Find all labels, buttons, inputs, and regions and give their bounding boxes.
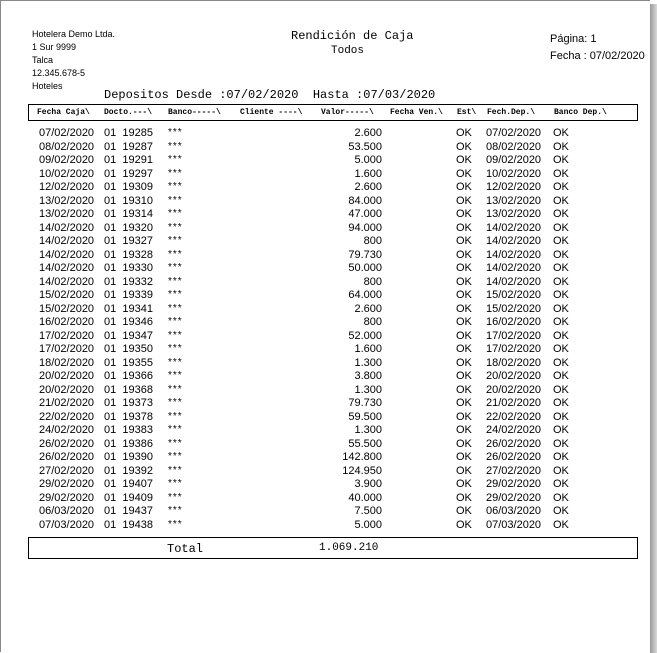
row-fecha-caja: 07/03/2020 (39, 518, 95, 531)
company-address: 1 Sur 9999 (32, 42, 77, 52)
row-docto: 01 19327 (104, 235, 153, 247)
row-fech-dep: 24/02/2020 (486, 424, 542, 436)
date-range: Depositos Desde :07/02/2020 Hasta :07/03/2020 (104, 88, 436, 102)
row-est: OK (456, 491, 472, 504)
row-docto: 01 19373 (104, 397, 153, 409)
row-banco-dep: OK (553, 208, 569, 220)
row-docto: 01 19368 (104, 383, 153, 396)
row-est: OK (456, 262, 472, 274)
row-fech-dep: 09/02/2020 (486, 154, 542, 166)
table-row (1, 235, 651, 249)
company-rut: 12.345.678-5 (32, 68, 86, 78)
row-docto: 01 19350 (104, 343, 153, 355)
row-fech-dep: 13/02/2020 (486, 208, 542, 220)
row-banco: *** (168, 437, 183, 449)
row-banco: *** (168, 167, 183, 179)
page-number: Página: 1 (550, 33, 597, 45)
row-docto: 01 19378 (104, 410, 153, 423)
row-docto: 01 19287 (104, 140, 153, 153)
row-fecha-caja: 09/02/2020 (39, 154, 95, 166)
row-fech-dep: 26/02/2020 (486, 451, 542, 463)
row-valor: 53.500 (348, 140, 382, 153)
report-date: Fecha : 07/02/2020 (550, 50, 645, 62)
row-banco-dep: OK (553, 505, 569, 517)
row-banco-dep: OK (553, 437, 569, 450)
row-est: OK (456, 167, 472, 180)
total-label: Total (167, 542, 204, 556)
row-fech-dep: 15/02/2020 (486, 289, 542, 301)
row-fech-dep: 27/02/2020 (486, 464, 542, 477)
row-est: OK (456, 275, 472, 288)
row-banco: *** (168, 356, 183, 368)
row-est: OK (456, 464, 472, 477)
table-row (1, 262, 651, 276)
row-fecha-caja: 15/02/2020 (39, 302, 95, 315)
row-banco-dep: OK (553, 127, 569, 139)
row-fech-dep: 16/02/2020 (486, 316, 542, 328)
table-row (1, 195, 651, 209)
row-docto: 01 19291 (104, 154, 153, 166)
row-banco: *** (168, 127, 183, 138)
row-fecha-caja: 14/02/2020 (39, 221, 95, 234)
row-valor: 52.000 (348, 329, 382, 342)
row-est: OK (456, 356, 472, 369)
row-docto: 01 19339 (104, 289, 153, 301)
row-fech-dep: 06/03/2020 (486, 505, 542, 517)
row-banco-dep: OK (553, 154, 569, 166)
row-valor: 40.000 (348, 491, 382, 504)
row-valor: 94.000 (348, 221, 382, 234)
row-est: OK (456, 343, 472, 355)
table-row (1, 465, 651, 479)
row-fech-dep: 29/02/2020 (486, 478, 542, 490)
row-valor: 800 (363, 275, 382, 288)
row-est: OK (456, 329, 472, 342)
row-docto: 01 19355 (104, 356, 153, 369)
row-fecha-caja: 24/02/2020 (39, 424, 95, 436)
row-fecha-caja: 14/02/2020 (39, 275, 95, 288)
row-banco-dep: OK (553, 518, 569, 531)
company-info (32, 28, 115, 93)
row-fech-dep: 14/02/2020 (486, 248, 542, 261)
row-docto: 01 19409 (104, 491, 153, 504)
row-fecha-caja: 26/02/2020 (39, 451, 95, 463)
row-valor: 5.000 (354, 154, 382, 166)
row-est: OK (456, 140, 472, 153)
row-docto: 01 19314 (104, 208, 153, 220)
row-valor: 50.000 (348, 262, 382, 274)
row-banco: *** (168, 478, 183, 489)
row-valor: 84.000 (348, 194, 382, 207)
row-banco: *** (168, 208, 183, 219)
row-est: OK (456, 248, 472, 261)
row-est: OK (456, 383, 472, 396)
row-fech-dep: 17/02/2020 (486, 343, 542, 355)
row-fecha-caja: 14/02/2020 (39, 248, 95, 261)
row-valor: 3.800 (354, 370, 382, 382)
row-fech-dep: 13/02/2020 (486, 194, 542, 207)
row-valor: 800 (363, 235, 382, 247)
table-row (1, 303, 651, 317)
row-valor: 5.000 (354, 518, 382, 531)
table-row (1, 424, 651, 438)
row-banco-dep: OK (553, 464, 569, 477)
row-est: OK (456, 221, 472, 234)
col-fech-dep: Fech.Dep.\ (487, 108, 536, 117)
row-docto: 01 19330 (104, 262, 153, 274)
row-banco-dep: OK (553, 302, 569, 315)
table-row (1, 438, 651, 452)
row-banco: *** (168, 248, 183, 260)
row-fech-dep: 10/02/2020 (486, 167, 542, 180)
row-banco-dep: OK (553, 262, 569, 274)
row-fecha-caja: 08/02/2020 (39, 140, 95, 153)
row-banco: *** (168, 464, 183, 476)
row-est: OK (456, 437, 472, 450)
row-banco: *** (168, 316, 183, 327)
row-fecha-caja: 16/02/2020 (39, 316, 95, 328)
row-banco-dep: OK (553, 221, 569, 234)
row-banco-dep: OK (553, 316, 569, 328)
row-fech-dep: 20/02/2020 (486, 383, 542, 396)
row-valor: 59.500 (348, 410, 382, 423)
row-fech-dep: 29/02/2020 (486, 491, 542, 504)
row-docto: 01 19297 (104, 167, 153, 180)
row-fech-dep: 22/02/2020 (486, 410, 542, 423)
row-banco: *** (168, 221, 183, 233)
report-subtitle: Todos (331, 45, 365, 57)
page-shadow (650, 4, 657, 653)
row-banco: *** (168, 194, 183, 206)
row-docto: 01 19346 (104, 316, 153, 328)
row-banco-dep: OK (553, 491, 569, 504)
row-banco: *** (168, 329, 183, 341)
col-est: Est\ (457, 108, 477, 117)
row-banco-dep: OK (553, 383, 569, 396)
row-fech-dep: 18/02/2020 (486, 356, 542, 369)
row-est: OK (456, 505, 472, 517)
row-docto: 01 19320 (104, 221, 153, 234)
row-est: OK (456, 181, 472, 193)
table-row (1, 505, 651, 519)
row-fech-dep: 20/02/2020 (486, 370, 542, 382)
row-valor: 2.600 (354, 181, 382, 193)
table-row (1, 384, 651, 398)
row-banco: *** (168, 491, 183, 503)
row-fecha-caja: 07/02/2020 (39, 127, 95, 139)
table-row (1, 127, 651, 141)
row-est: OK (456, 451, 472, 463)
row-fech-dep: 14/02/2020 (486, 262, 542, 274)
row-est: OK (456, 289, 472, 301)
row-valor: 800 (363, 316, 382, 328)
row-banco-dep: OK (553, 235, 569, 247)
row-valor: 79.730 (348, 248, 382, 261)
table-row (1, 168, 651, 182)
table-row (1, 208, 651, 222)
row-fecha-caja: 18/02/2020 (39, 356, 95, 369)
table-row (1, 154, 651, 168)
row-est: OK (456, 127, 472, 139)
report-title: Rendición de Caja (291, 29, 414, 43)
row-fecha-caja: 06/03/2020 (39, 505, 95, 517)
row-banco-dep: OK (553, 370, 569, 382)
row-banco-dep: OK (553, 167, 569, 180)
row-fech-dep: 14/02/2020 (486, 221, 542, 234)
row-banco: *** (168, 289, 183, 300)
row-fecha-caja: 15/02/2020 (39, 289, 95, 301)
row-fech-dep: 07/02/2020 (486, 127, 542, 139)
row-fecha-caja: 22/02/2020 (39, 410, 95, 423)
row-banco: *** (168, 275, 183, 287)
table-row (1, 519, 651, 533)
row-banco-dep: OK (553, 194, 569, 207)
row-est: OK (456, 410, 472, 423)
row-est: OK (456, 235, 472, 247)
col-banco: Banco-----\ (168, 108, 221, 117)
row-banco-dep: OK (553, 329, 569, 342)
row-docto: 01 19392 (104, 464, 153, 477)
table-row (1, 222, 651, 236)
row-banco: *** (168, 140, 183, 152)
row-est: OK (456, 154, 472, 166)
row-valor: 124.950 (342, 464, 382, 477)
row-est: OK (456, 478, 472, 490)
col-fecha-ven: Fecha Ven.\ (390, 108, 443, 117)
row-valor: 1.600 (354, 167, 382, 180)
row-valor: 47.000 (348, 208, 382, 220)
row-fecha-caja: 14/02/2020 (39, 262, 95, 274)
row-est: OK (456, 194, 472, 207)
row-banco-dep: OK (553, 397, 569, 409)
row-valor: 7.500 (354, 505, 382, 517)
row-banco: *** (168, 343, 183, 354)
table-row (1, 478, 651, 492)
row-banco: *** (168, 154, 183, 165)
row-banco: *** (168, 383, 183, 395)
row-banco: *** (168, 397, 183, 408)
row-fech-dep: 07/03/2020 (486, 518, 542, 531)
row-docto: 01 19332 (104, 275, 153, 288)
table-row (1, 411, 651, 425)
row-banco-dep: OK (553, 343, 569, 355)
row-est: OK (456, 302, 472, 315)
company-city: Talca (32, 55, 54, 65)
table-row (1, 397, 651, 411)
row-docto: 01 19285 (104, 127, 153, 139)
table-row (1, 276, 651, 290)
row-fecha-caja: 14/02/2020 (39, 235, 95, 247)
row-banco-dep: OK (553, 289, 569, 301)
row-fecha-caja: 27/02/2020 (39, 464, 95, 477)
row-banco: *** (168, 370, 183, 381)
col-valor: Valor-----\ (321, 108, 374, 117)
col-fecha-caja: Fecha Caja\ (37, 108, 90, 117)
row-fecha-caja: 20/02/2020 (39, 370, 95, 382)
row-banco: *** (168, 424, 183, 435)
row-est: OK (456, 316, 472, 328)
row-fech-dep: 12/02/2020 (486, 181, 542, 193)
table-row (1, 316, 651, 330)
row-est: OK (456, 397, 472, 409)
row-fecha-caja: 26/02/2020 (39, 437, 95, 450)
row-banco: *** (168, 505, 183, 516)
col-cliente: Cliente ----\ (240, 108, 303, 117)
row-valor: 1.600 (354, 343, 382, 355)
row-banco-dep: OK (553, 424, 569, 436)
total-value: 1.069.210 (319, 542, 379, 554)
table-row (1, 343, 651, 357)
row-valor: 1.300 (354, 383, 382, 396)
col-docto: Docto.---\ (104, 108, 153, 117)
row-banco: *** (168, 410, 183, 422)
table-row (1, 141, 651, 155)
table-row (1, 330, 651, 344)
row-fecha-caja: 10/02/2020 (39, 167, 95, 180)
row-valor: 64.000 (348, 289, 382, 301)
row-fecha-caja: 20/02/2020 (39, 383, 95, 396)
row-banco-dep: OK (553, 356, 569, 369)
row-valor: 55.500 (348, 437, 382, 450)
row-docto: 01 19366 (104, 370, 153, 382)
table-row (1, 289, 651, 303)
row-banco-dep: OK (553, 275, 569, 288)
row-banco-dep: OK (553, 140, 569, 153)
row-banco-dep: OK (553, 478, 569, 490)
row-docto: 01 19347 (104, 329, 153, 342)
row-banco: *** (168, 302, 183, 314)
row-fech-dep: 14/02/2020 (486, 235, 542, 247)
row-banco-dep: OK (553, 181, 569, 193)
row-docto: 01 19383 (104, 424, 153, 436)
row-fech-dep: 15/02/2020 (486, 302, 542, 315)
row-fecha-caja: 21/02/2020 (39, 397, 95, 409)
row-fech-dep: 08/02/2020 (486, 140, 542, 153)
table-row (1, 451, 651, 465)
row-fech-dep: 26/02/2020 (486, 437, 542, 450)
table-row (1, 249, 651, 263)
row-valor: 2.600 (354, 127, 382, 139)
row-docto: 01 19437 (104, 505, 153, 517)
company-name: Hotelera Demo Ltda. (32, 29, 116, 39)
row-valor: 79.730 (348, 397, 382, 409)
table-row (1, 492, 651, 506)
row-banco: *** (168, 262, 183, 273)
row-valor: 3.900 (354, 478, 382, 490)
row-docto: 01 19310 (104, 194, 153, 207)
row-docto: 01 19438 (104, 518, 153, 531)
row-est: OK (456, 370, 472, 382)
row-banco-dep: OK (553, 451, 569, 463)
row-docto: 01 19390 (104, 451, 153, 463)
row-docto: 01 19407 (104, 478, 153, 490)
row-fecha-caja: 13/02/2020 (39, 208, 95, 220)
row-docto: 01 19309 (104, 181, 153, 193)
row-fecha-caja: 17/02/2020 (39, 343, 95, 355)
row-banco: *** (168, 181, 183, 192)
row-docto: 01 19328 (104, 248, 153, 261)
row-fecha-caja: 17/02/2020 (39, 329, 95, 342)
row-docto: 01 19341 (104, 302, 153, 315)
row-fech-dep: 17/02/2020 (486, 329, 542, 342)
table-row (1, 357, 651, 371)
row-fech-dep: 14/02/2020 (486, 275, 542, 288)
row-valor: 2.600 (354, 302, 382, 315)
row-est: OK (456, 424, 472, 436)
row-fecha-caja: 29/02/2020 (39, 478, 95, 490)
row-fech-dep: 21/02/2020 (486, 397, 542, 409)
row-fecha-caja: 12/02/2020 (39, 181, 95, 193)
row-docto: 01 19386 (104, 437, 153, 450)
table-row (1, 181, 651, 195)
row-banco: *** (168, 451, 183, 462)
row-valor: 142.800 (342, 451, 382, 463)
row-banco-dep: OK (553, 410, 569, 423)
row-est: OK (456, 208, 472, 220)
row-banco: *** (168, 518, 183, 530)
row-fecha-caja: 13/02/2020 (39, 194, 95, 207)
row-valor: 1.300 (354, 424, 382, 436)
table-row (1, 370, 651, 384)
row-fecha-caja: 29/02/2020 (39, 491, 95, 504)
company-business: Hoteles (32, 81, 63, 91)
col-banco-dep: Banco Dep.\ (554, 108, 607, 117)
row-banco-dep: OK (553, 248, 569, 261)
row-banco: *** (168, 235, 183, 246)
row-est: OK (456, 518, 472, 531)
row-valor: 1.300 (354, 356, 382, 369)
